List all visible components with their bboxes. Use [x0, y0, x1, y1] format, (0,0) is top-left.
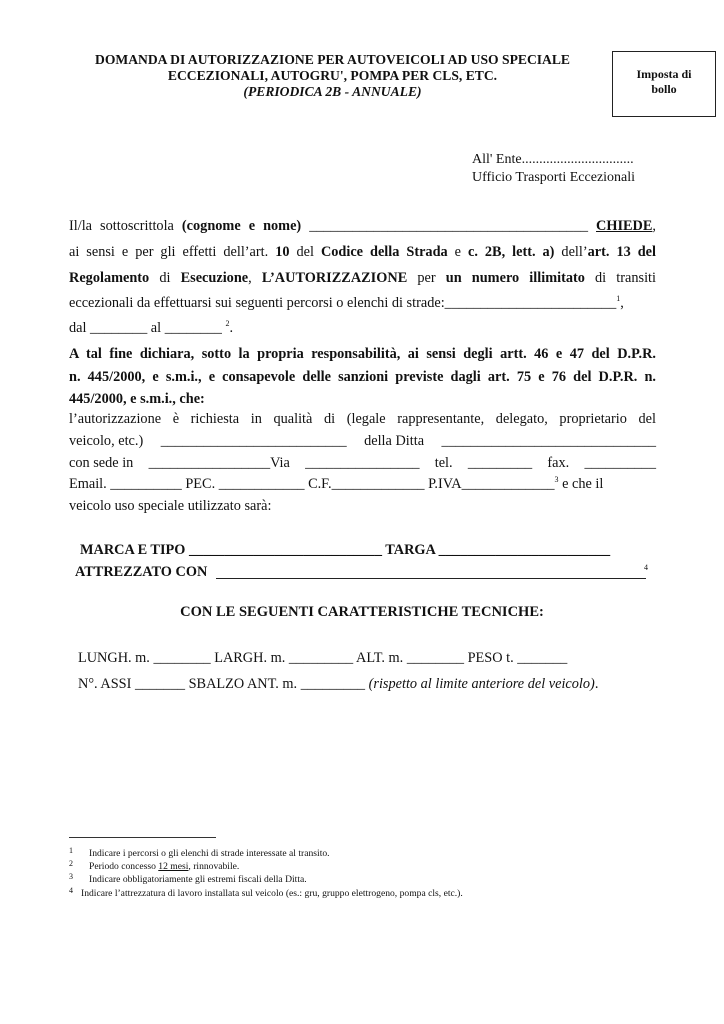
form-title-line2: ECCEZIONALI, AUTOGRU', POMPA PER CLS, ETC.: [167, 68, 498, 83]
footnote-ref-1: 1: [616, 294, 621, 303]
footnote-1: 1 Indicare i percorsi o gli elenchi di strade interessate al transito.: [69, 846, 330, 859]
footnote-ref-2: 2: [225, 319, 230, 328]
period-field: dal ________ al ________ $^2$.: [69, 319, 234, 336]
form-subtitle: (PERIODICA 2B - ANNUALE): [243, 84, 422, 99]
declaration-line-1: A tal fine dichiara, sotto la propria responsabilità, ai sensi degli artt. 46 e 47 del D.P.R.: [69, 346, 656, 362]
equipment-field-line: [216, 578, 646, 579]
footnote-separator: [69, 837, 216, 838]
declaration-line-3: 445/2000, e s.m.i., che:: [69, 391, 205, 407]
equipment-label: ATTREZZATO CON: [75, 564, 208, 580]
routes-field: eccezionali da effettuarsi sui seguenti percorsi o elenchi di strade:________________________$^1$,: [69, 294, 624, 311]
dimensions-row: LUNGH. m. ________ LARGH. m. _________ ALT. m. ________ PESO t. _______: [78, 650, 568, 666]
tech-heading: CON LE SEGUENTI CARATTERISTICHE TECNICHE:: [180, 604, 544, 620]
footnote-4: 4 Indicare l’attrezzatura di lavoro installata sul veicolo (es.: gru, gruppo elettrogeno, pompa cls, etc.).: [69, 886, 463, 899]
brand-plate-field: MARCA E TIPO ___________________________ TARGA ________________________: [80, 542, 611, 558]
declaration-line-2: n. 445/2000, e s.m.i., e consapevole delle sanzioni previste dagli art. 75 e 76 del D.P.R. n.: [69, 369, 656, 385]
recipient-entity: All' Ente................................: [472, 152, 634, 167]
capacity-line: l’autorizzazione è richiesta in qualità di (legale rappresentante, delegato, proprietario del: [69, 411, 656, 427]
footnote-3: 3 Indicare obbligatoriamente gli estremi fiscali della Ditta.: [69, 872, 307, 885]
form-title-line1: DOMANDA DI AUTORIZZAZIONE PER AUTOVEICOLI AD USO SPECIALE: [95, 52, 570, 67]
tax-stamp-label-2: bollo: [651, 82, 677, 96]
tax-stamp-box: [612, 51, 716, 117]
company-line: veicolo, etc.) __________________________ della Ditta ______________________________: [69, 433, 656, 449]
tax-stamp-label-1: Imposta di: [636, 67, 692, 81]
fiscal-line: Email. __________ PEC. ____________ C.F._____________ P.IVA_____________$^3$ e che il: [69, 475, 604, 492]
request-line-3: Regolamento di Esecuzione, L’AUTORIZZAZIONE per un numero illimitato di transiti: [69, 270, 656, 286]
vehicle-intro: veicolo uso speciale utilizzato sarà:: [69, 498, 272, 514]
footnote-2: 2 Periodo concesso 12 mesi, rinnovabile.: [69, 859, 240, 872]
request-verb: CHIEDE: [596, 218, 653, 234]
request-line-1: Il/la sottoscrittola (cognome e nome) _______________________________________ CHIEDE,: [69, 218, 656, 234]
axles-row: N°. ASSI _______ SBALZO ANT. m. _________ (rispetto al limite anteriore del veicolo).: [78, 676, 599, 692]
footnote-ref-3: 3: [554, 475, 559, 484]
contact-line: con sede in _________________Via ________________ tel. _________ fax. __________: [69, 455, 656, 471]
recipient-office: Ufficio Trasporti Eccezionali: [472, 170, 636, 185]
request-line-2: ai sensi e per gli effetti dell’art. 10 del Codice della Strada e c. 2B, lett. a) dell’art. 13 del: [69, 244, 656, 260]
